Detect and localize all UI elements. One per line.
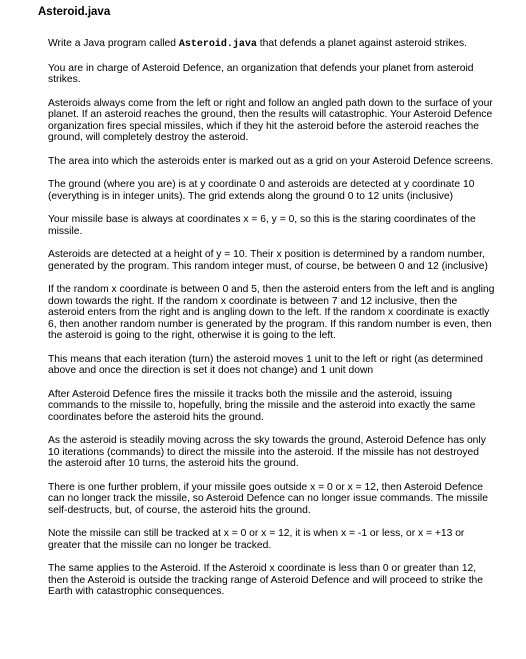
document-title: Asteroid.java (38, 6, 111, 18)
paragraph-ground-coordinates: The ground (where you are) is at y coordinate 0 and asteroids are detected at y coordinate 10 (everything is in integer units). The grid extends along the ground 0 to 12 units (inclusive) (48, 179, 475, 202)
intro-text-after: that defends a planet against asteroid strikes. (256, 38, 467, 49)
paragraph-tracking: After Asteroid Defence fires the missile it tracks both the missile and the asteroid, issuing commands to the missile to, hopefully, bring the missile and the asteroid into exactly the same coordinates before the asteroid hits the ground. (48, 388, 476, 423)
intro-filename-code: Asteroid.java (178, 39, 257, 50)
paragraph-tracking-note: Note the missile can still be tracked at x = 0 or x = 12, it is when x = -1 or less, or x = +13 or greater that the missile can no longer be tracked. (48, 528, 465, 551)
intro-paragraph (48, 38, 496, 51)
paragraph-organization: You are in charge of Asteroid Defence, an organization that defends your planet from asteroid strikes. (48, 62, 474, 85)
paragraph-missile-base: Your missile base is always at coordinates x = 6, y = 0, so this is the staring coordinates of the missile. (48, 214, 476, 237)
paragraph-asteroid-path: Asteroids always come from the left or right and follow an angled path down to the surface of your planet. If an asteroid reaches the ground, then the results will catastrophic. Your Asteroid Defence organization fires special missiles, which if they hit the asteroid before the asteroid reaches the ground, will completely destroy the asteroid. (48, 97, 493, 143)
paragraph-asteroid-range: The same applies to the Asteroid. If the Asteroid x coordinate is less than 0 or greater than 12, then the Asteroid is outside the tracking range of Asteroid Defence and will proceed to strike the Earth with catastrophic consequences. (48, 563, 484, 597)
paragraph-out-of-range: There is one further problem, if your missile goes outside x = 0 or x = 12, then Asteroid Defence can no longer track the missile, so Asteroid Defence can no longer issue commands. The missile self-destructs, but, of course, the asteroid hits the ground. (48, 481, 488, 516)
paragraph-direction-rules: If the random x coordinate is between 0 and 5, then the asteroid enters from the left and is angling down towards the right. If the random x coordinate is between 7 and 12 inclusive, then the asteroid enters from the right and is angling down to the left. If the random x coordinate is exactly 6, then another random number is generated by the program. If this random number is even, then the asteroid is going to the right, otherwise it is going to the left. (48, 284, 495, 341)
paragraph-iteration: This means that each iteration (turn) the asteroid moves 1 unit to the left or right (as determined above and once the direction is set it does not change) and 1 unit down (48, 353, 483, 376)
paragraph-ten-iterations: As the asteroid is steadily moving across the sky towards the ground, Asteroid Defence has only 10 iterations (commands) to direct the missile into the asteroid. If the missile has not destroyed the asteroid after 10 turns, the asteroid hits the ground. (48, 435, 486, 469)
paragraph-detection-height: Asteroids are detected at a height of y = 10. Their x position is determined by a random number, generated by the program. This random integer must, of course, be between 0 and 12 (inclusive) (48, 249, 488, 272)
paragraph-grid: The area into which the asteroids enter is marked out as a grid on your Asteroid Defence screens. (48, 155, 494, 167)
intro-text-before: Write a Java program called (48, 38, 179, 49)
